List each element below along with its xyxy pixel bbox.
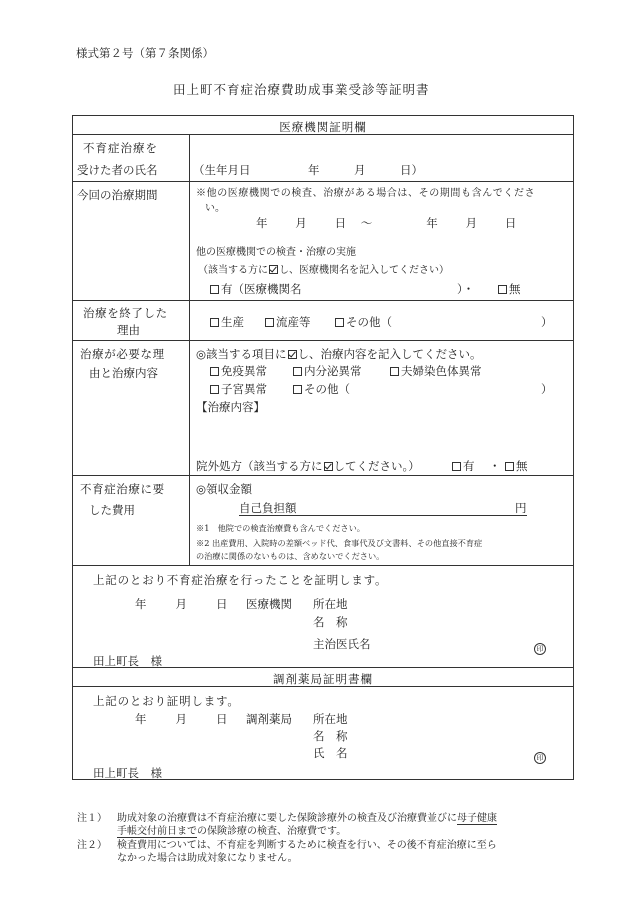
patient-label-2: 受けた者の氏名 (77, 163, 158, 177)
note-1-label: 注１） (77, 813, 107, 824)
institution-name-label: 名 称 (313, 615, 348, 629)
period-range-field[interactable]: 年 月 日 ～ 年 月 日 (256, 216, 518, 230)
outside-dot: ・ (489, 459, 501, 473)
checkbox-icon (210, 385, 219, 394)
checkbox-icon (452, 462, 461, 471)
reason-birth-option[interactable]: 生産 (210, 314, 244, 330)
note-2-line-1: 検査費用については、不育症を判断するために検査を行い、その後不育症治療に至ら (117, 840, 497, 851)
form-number: 様式第２号（第７条関係） (76, 46, 214, 60)
necessity-other-close: ） (541, 382, 553, 396)
note-1-line-1: 助成対象の治療費は不育症治療に要した保険診療外の検査及び治療費並びに母子健康 (117, 813, 497, 824)
reason-miscarriage-option[interactable]: 流産等 (265, 314, 311, 330)
other-yes-option[interactable]: 有（医療機関名 (210, 281, 302, 297)
note-2-label: 注２） (77, 840, 107, 851)
pharmacy-address-label: 所在地 (313, 712, 348, 726)
cost-label-1: 不育症治療に要 (80, 482, 165, 496)
uterine-option[interactable]: 子宮異常 (210, 381, 267, 397)
checkbox-icon (293, 385, 302, 394)
checkbox-icon (210, 318, 219, 327)
end-reason-label-2: 理由 (117, 323, 140, 337)
pharmacy-cert-date[interactable]: 年 月 日 (135, 712, 230, 726)
institution-label: 医療機関 (246, 597, 292, 611)
pharmacy-label: 調剤薬局 (246, 712, 292, 726)
checkbox-icon (390, 367, 399, 376)
check-icon (269, 265, 278, 274)
reason-other-close: ） (541, 315, 553, 329)
pharmacy-name-label: 名 称 (313, 729, 348, 743)
other-institution-instructions: （該当する方に し、医療機関名を記入してください） (198, 265, 449, 276)
treatment-content-label: 【治療内容】 (196, 400, 265, 414)
chromosome-option[interactable]: 夫婦染色体異常 (390, 363, 482, 379)
outside-prescription: 院外処方（該当する方に してください。） (196, 459, 420, 473)
pharmacy-person-label: 氏 名 (313, 746, 348, 760)
check-icon (324, 462, 333, 471)
patient-label-1: 不育症治療を (83, 141, 158, 155)
other-no-option[interactable]: 無 (498, 281, 521, 297)
note-1-line-2: 手帳交付前日までの保険診療の検査、治療費です。 (117, 826, 347, 837)
cost-note-3: の治療に関係のないものは、含めないでください。 (196, 551, 385, 561)
other-yes-close: ）・ (457, 282, 475, 296)
institution-address-label: 所在地 (313, 597, 348, 611)
necessity-label-2: 由と治療内容 (89, 366, 158, 380)
outside-no-option[interactable]: 無 (505, 458, 528, 474)
checkbox-icon (498, 285, 507, 294)
cost-note-1: ※1 他院での検査治療費も含んでください。 (196, 523, 365, 533)
medical-cert-statement: 上記のとおり不育症治療を行ったことを証明します。 (93, 573, 388, 587)
note-2-line-2: なかった場合は助成対象になりません。 (117, 853, 298, 864)
necessity-other-option[interactable]: その他（ (293, 381, 350, 397)
checkbox-icon (210, 285, 219, 294)
other-institution-title: 他の医療機関での検査・治療の実施 (196, 247, 356, 258)
seal-icon: 印 (534, 636, 546, 655)
medical-mayor: 田上町長 様 (93, 654, 162, 668)
pharmacy-statement: 上記のとおり証明します。 (93, 694, 240, 708)
necessity-instructions: ◎該当する項目に し、治療内容を記入してください。 (196, 347, 482, 361)
pharmacy-mayor: 田上町長 様 (93, 766, 162, 780)
birthdate-field[interactable]: （生年月日 年 月 日） (193, 163, 423, 177)
medical-cert-date[interactable]: 年 月 日 (135, 597, 230, 611)
checkbox-icon (265, 318, 274, 327)
period-note-cont: い。 (205, 203, 225, 214)
reason-other-option[interactable]: その他（ (335, 314, 392, 330)
yen-label: 円 (515, 501, 527, 515)
cost-label-2: した費用 (89, 503, 135, 517)
outside-yes-option[interactable]: 有 (452, 458, 475, 474)
endocrine-option[interactable]: 内分泌異常 (293, 363, 362, 379)
doctor-name-label: 主治医氏名 (313, 637, 371, 651)
medical-section-header: 医療機関証明欄 (279, 120, 367, 134)
cost-note-2: ※2 出産費用、入院時の差額ベッド代、食事代及び文書料、その他直接不育症 (196, 538, 483, 548)
checkbox-icon (335, 318, 344, 327)
checkbox-icon (293, 367, 302, 376)
check-icon (288, 350, 297, 359)
checkbox-icon (210, 367, 219, 376)
seal-icon: 印 (534, 745, 546, 764)
page-title: 田上町不育症治療費助成事業受診等証明書 (173, 82, 430, 97)
necessity-label-1: 治療が必要な理 (80, 347, 165, 361)
pharmacy-section-header: 調剤薬局証明書欄 (273, 672, 373, 686)
end-reason-label-1: 治療を終了した (83, 306, 168, 320)
immune-option[interactable]: 免疫異常 (210, 363, 267, 379)
period-note: ※他の医療機関での検査、治療がある場合は、その期間も含んでくださ (196, 188, 536, 199)
checkbox-icon (505, 462, 514, 471)
self-pay-label: 自己負担額 (239, 501, 297, 515)
receipt-label: ◎領収金額 (196, 482, 253, 496)
period-label: 今回の治療期間 (77, 188, 158, 202)
